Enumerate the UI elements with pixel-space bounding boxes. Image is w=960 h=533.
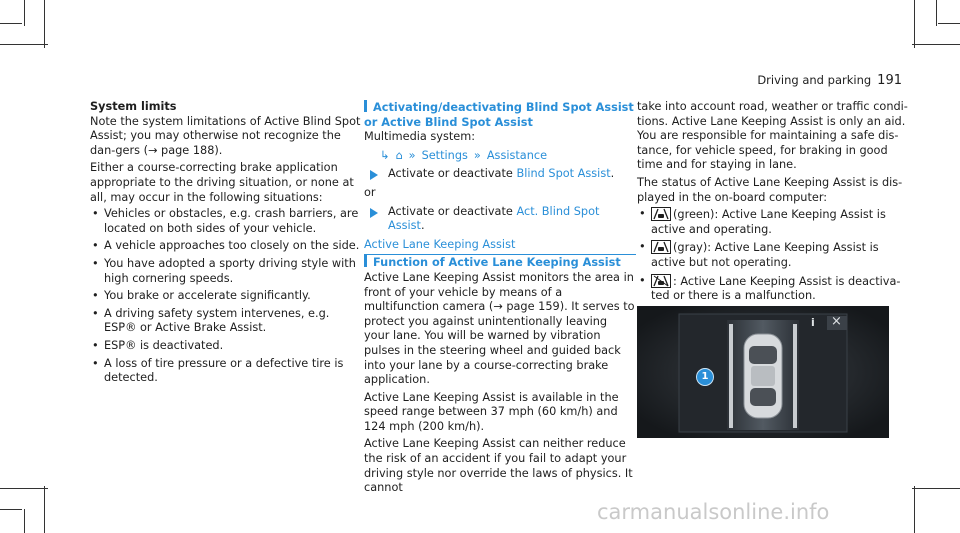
path-settings[interactable]: Settings: [421, 148, 468, 162]
paragraph: Active Lane Keeping Assist monitors the area in front of your vehicle by means of a multifunction camera (→ page 159). It serves to protect you against unintentionally leaving your lane. You will be warned by vibration pulses in the steering wheel and guided back into your lane by a course-correcting brake application.: [364, 270, 635, 387]
paragraph: Active Lane Keeping Assist is available in the speed range between 37 mph (60 km/h) and 124 mph (200 km/h).: [364, 390, 619, 433]
or-label: or: [364, 185, 376, 199]
system-label: Multimedia system:: [364, 130, 476, 144]
step: Activate or deactivate Act. Blind Spot Assist.: [364, 205, 636, 234]
watermark-text: carmanualsonline.info: [597, 500, 830, 524]
subsection-heading: Function of Active Lane Keeping Assist: [364, 255, 636, 271]
section-heading: Active Lane Keeping Assist: [364, 238, 636, 256]
paragraph: Note the system limitations of Active Blind Spot Assist; you may otherwise not recognize the dan-gers (→ page 188).: [90, 114, 361, 157]
heading-marker: [364, 100, 367, 112]
list-item: • ESP® is deactivated.: [90, 339, 362, 354]
instrument-display-image: [637, 306, 889, 438]
menu-path: [380, 149, 636, 164]
path-assistance[interactable]: Assistance: [486, 148, 548, 162]
section-heading: System limits: [90, 100, 177, 113]
list-item: • You have adopted a sporty driving style with high cornering speeds.: [90, 257, 362, 286]
lane-keeping-icon: [651, 207, 671, 221]
home-icon[interactable]: ⌂: [395, 148, 403, 162]
display-graphic: [637, 306, 889, 438]
close-icon[interactable]: ×: [831, 314, 842, 329]
crop-mark: [0, 488, 48, 489]
crop-mark: [936, 0, 937, 26]
paragraph: The status of Active Lane Keeping Assist is dis-played in the on-board computer:: [637, 175, 903, 204]
crop-mark: [0, 44, 48, 45]
car-top-view: [744, 334, 782, 418]
column-2: [364, 100, 636, 496]
procedure-heading: Activating/deactivating Blind Spot Assist or Active Blind Spot Assist: [364, 101, 634, 129]
step-arrow-icon: [370, 170, 378, 180]
list-item: • You brake or accelerate significantly.: [90, 289, 362, 304]
list-item: • A loss of tire pressure or a defective tire is detected.: [90, 357, 362, 386]
double-chevron-icon: »: [408, 148, 416, 162]
paragraph: Active Lane Keeping Assist can neither reduce the risk of an accident if you fail to adapt your driving style nor override the laws of physics. It cannot: [364, 437, 633, 495]
list-item: • (green): Active Lane Keeping Assist is active and operating.: [637, 207, 909, 237]
page-number: 191: [877, 73, 902, 88]
heading-marker: [364, 255, 367, 267]
list-item: • (gray): Active Lane Keeping Assist is active but not operating.: [637, 240, 909, 270]
crop-mark: [912, 488, 960, 489]
section-title: Driving and parking: [757, 73, 872, 87]
lane-keeping-icon: [651, 240, 671, 254]
blind-spot-assist-link[interactable]: Blind Spot Assist: [516, 167, 611, 181]
list-item: • A vehicle approaches too closely on the side.: [90, 239, 362, 254]
crop-mark: [44, 0, 45, 48]
page-header: [757, 73, 902, 89]
list-item: • : Active Lane Keeping Assist is deactiva-ted or there is a malfunction.: [637, 274, 909, 304]
list-item: • Vehicles or obstacles, e.g. crash barriers, are located on both sides of your vehicle.: [90, 207, 362, 236]
return-arrow-icon: ↳: [380, 148, 390, 162]
crop-mark: [44, 486, 45, 533]
double-chevron-icon: »: [473, 148, 481, 162]
crop-mark: [24, 509, 25, 533]
column-1: [90, 100, 362, 389]
paragraph: take into account road, weather or traffic condi-tions. Active Lane Keeping Assist is only an aid. You are responsible for maintaining a safe dis-tance, for vehicle speed, for braking in good time and for staying in lane.: [637, 100, 908, 172]
callout-1: 1: [696, 368, 714, 386]
lane-keeping-off-icon: [651, 274, 671, 288]
step-arrow-icon: [370, 208, 378, 218]
list-item: • A driving safety system intervenes, e.g. ESP® or Active Brake Assist.: [90, 307, 362, 336]
step: Activate or deactivate Blind Spot Assist.: [364, 167, 636, 182]
crop-mark: [914, 486, 915, 533]
bullet-list: [90, 207, 362, 386]
crop-mark: [0, 509, 22, 510]
act-blind-spot-assist-link[interactable]: Act. Blind Spot Assist: [388, 204, 600, 233]
crop-mark: [24, 0, 25, 26]
paragraph: Either a course-correcting brake application appropriate to the driving situation, or none at all, may occur in the following situations:: [90, 161, 354, 204]
status-list: [637, 207, 909, 304]
crop-mark: [912, 44, 960, 45]
crop-mark: [938, 23, 960, 24]
info-icon[interactable]: i: [811, 316, 815, 329]
column-3: [637, 100, 909, 307]
crop-mark: [0, 23, 22, 24]
crop-mark: [914, 0, 915, 48]
